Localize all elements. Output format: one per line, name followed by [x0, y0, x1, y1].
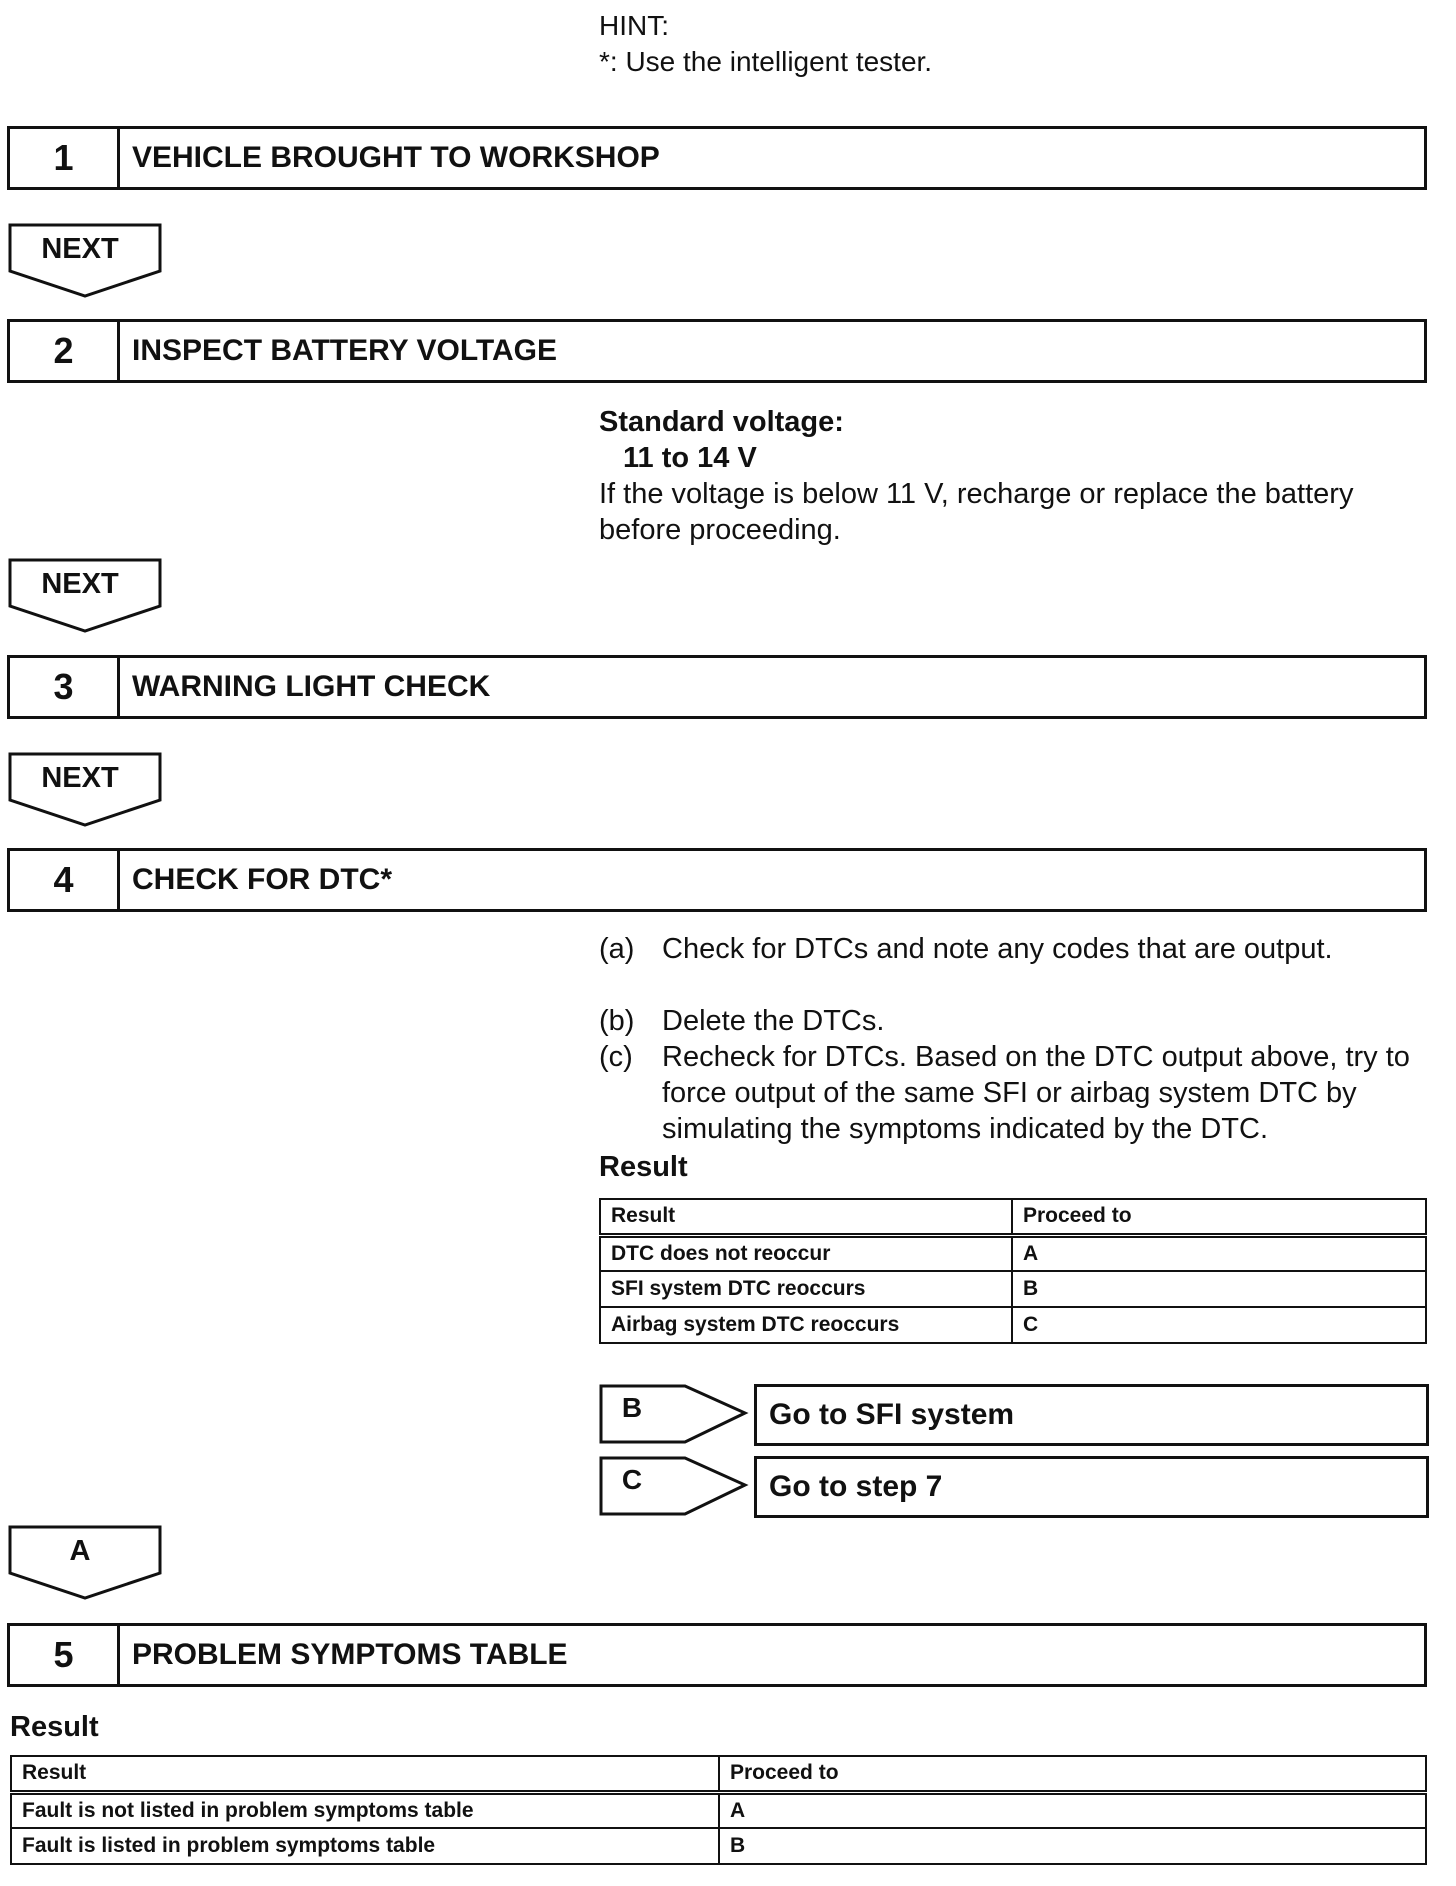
table-cell: Fault is not listed in problem symptoms table [11, 1792, 719, 1828]
step-number: 5 [10, 1626, 120, 1684]
step-4-result-table [599, 1198, 1427, 1344]
next-arrow-3 [8, 752, 154, 826]
table-cell: C [1012, 1307, 1426, 1343]
jump-c [599, 1456, 1429, 1518]
table-row [11, 1828, 1426, 1864]
voltage-note-line-2: before proceeding. [599, 514, 841, 546]
table-cell: A [1012, 1235, 1426, 1271]
step-5-header [7, 1623, 1427, 1687]
step-title: INSPECT BATTERY VOLTAGE [132, 334, 558, 367]
result-heading: Result [599, 1151, 688, 1183]
jump-b [599, 1384, 1429, 1446]
voltage-note-line-1: If the voltage is below 11 V, recharge or replace the battery [599, 478, 1354, 510]
item-marker: (a) [599, 933, 635, 965]
jump-destination: Go to step 7 [754, 1456, 1429, 1518]
step-number: 1 [10, 129, 120, 187]
step-number: 3 [10, 658, 120, 716]
next-label: NEXT [41, 568, 119, 600]
next-arrow-1 [8, 223, 154, 297]
item-text: Recheck for DTCs. Based on the DTC output above, try to force output of the same SFI or airbag system DTC by simulating the symptoms indicated by the DTC. [662, 1041, 1410, 1145]
hint-label: HINT: [599, 10, 669, 41]
table-cell: B [719, 1828, 1426, 1864]
item-text: Delete the DTCs. [662, 1005, 885, 1037]
step-3-header [7, 655, 1427, 719]
table-cell: DTC does not reoccur [600, 1235, 1012, 1271]
next-arrow-2 [8, 558, 154, 632]
item-text: Check for DTCs and note any codes that are output. [662, 933, 1333, 965]
table-cell: B [1012, 1271, 1426, 1307]
table-header-row [11, 1756, 1426, 1792]
standard-voltage-value: 11 to 14 V [623, 442, 757, 474]
step-title: CHECK FOR DTC* [132, 863, 392, 896]
table-header-row [600, 1199, 1426, 1235]
result-a-arrow [8, 1525, 154, 1599]
table-cell: Fault is listed in problem symptoms table [11, 1828, 719, 1864]
table-header-cell: Proceed to [1012, 1199, 1426, 1235]
hint-block [599, 8, 932, 80]
step-number: 4 [10, 851, 120, 909]
table-header-cell: Proceed to [719, 1756, 1426, 1792]
table-row [11, 1792, 1426, 1828]
step-title: PROBLEM SYMPTOMS TABLE [132, 1638, 568, 1671]
table-row [600, 1307, 1426, 1343]
item-marker: (c) [599, 1041, 633, 1073]
table-cell: Airbag system DTC reoccurs [600, 1307, 1012, 1343]
jump-code: B [621, 1392, 643, 1423]
step-number: 2 [10, 322, 120, 380]
table-cell: A [719, 1792, 1426, 1828]
result-a-label: A [69, 1535, 91, 1567]
next-label: NEXT [41, 233, 119, 265]
step-1-header [7, 126, 1427, 190]
table-cell: SFI system DTC reoccurs [600, 1271, 1012, 1307]
next-label: NEXT [41, 762, 119, 794]
step-title: VEHICLE BROUGHT TO WORKSHOP [132, 141, 660, 174]
table-header-cell: Result [600, 1199, 1012, 1235]
jump-code: C [621, 1464, 643, 1495]
standard-voltage-label: Standard voltage: [599, 406, 844, 438]
standard-voltage-block [599, 404, 1353, 548]
table-row [600, 1235, 1426, 1271]
step-4-header [7, 848, 1427, 912]
step-title: WARNING LIGHT CHECK [132, 670, 491, 703]
item-marker: (b) [599, 1005, 635, 1037]
table-row [600, 1271, 1426, 1307]
jump-destination: Go to SFI system [754, 1384, 1429, 1446]
step-5-result-table [10, 1755, 1427, 1865]
table-header-cell: Result [11, 1756, 719, 1792]
hint-text: *: Use the intelligent tester. [599, 46, 933, 77]
result-heading: Result [10, 1711, 99, 1743]
step-2-header [7, 319, 1427, 383]
